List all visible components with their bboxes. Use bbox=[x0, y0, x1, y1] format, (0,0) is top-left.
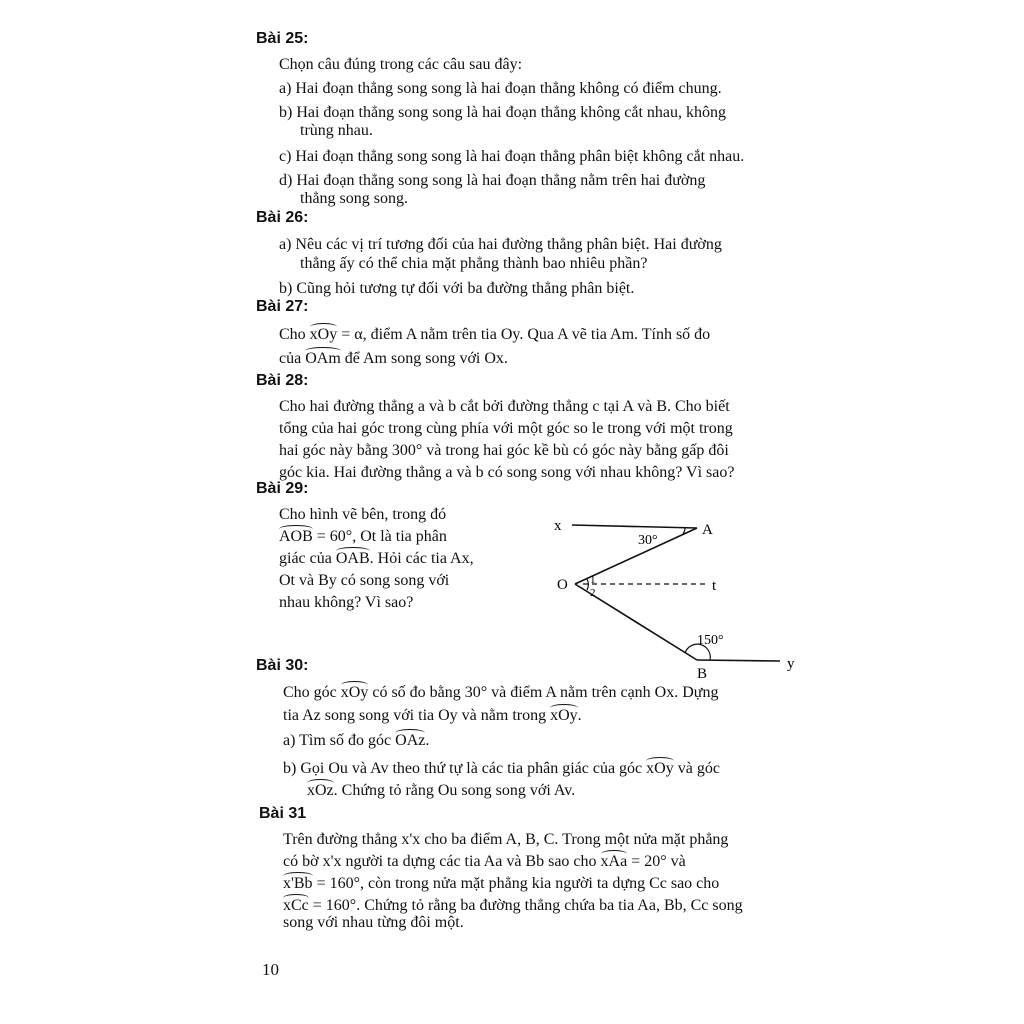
exercise-29-line3: giác của OAB. Hỏi các tia Ax, bbox=[279, 550, 474, 567]
ray-By bbox=[697, 660, 780, 661]
exercise-25-heading: Bài 25: bbox=[256, 30, 309, 47]
exercise-31-line4: xCc = 160°. Chứng tỏ rằng ba đường thẳng chứa ba tia Aa, Bb, Cc song bbox=[283, 897, 743, 914]
exercise-25-option-b-line2: trùng nhau. bbox=[300, 122, 373, 139]
exercise-28-line4: góc kia. Hai đường thẳng a và b có song song với nhau không? Vì sao? bbox=[279, 464, 735, 481]
angle-OAz: OAz bbox=[395, 732, 426, 749]
exercise-25-option-a: a) Hai đoạn thẳng song song là hai đoạn thẳng không có điểm chung. bbox=[279, 80, 722, 97]
angle-xAa: xAa bbox=[600, 853, 628, 870]
exercise-31-heading: Bài 31 bbox=[259, 805, 307, 822]
label-angle-2: 2 bbox=[590, 587, 596, 599]
label-angle-150: 150° bbox=[697, 633, 724, 648]
angle-xOz: xOz bbox=[307, 782, 334, 799]
label-O: O bbox=[557, 577, 568, 593]
exercise-31-line5: song với nhau từng đôi một. bbox=[283, 914, 464, 931]
angle-xOy: xOy bbox=[340, 684, 369, 701]
label-B: B bbox=[697, 666, 708, 682]
angle-AOB: AOB bbox=[279, 528, 313, 545]
exercise-25-option-b-line1: b) Hai đoạn thẳng song song là hai đoạn thẳng không cắt nhau, không bbox=[279, 104, 727, 121]
exercise-30-line2: tia Az song song với tia Oy và nằm trong xOy. bbox=[283, 707, 582, 724]
exercise-26-heading: Bài 26: bbox=[256, 209, 309, 226]
exercise-31-line3: x'Bb = 160°, còn trong nửa mặt phẳng kia người ta dựng Cc sao cho bbox=[283, 875, 720, 892]
label-x: x bbox=[554, 518, 562, 534]
angle-xOy: xOy bbox=[646, 760, 674, 777]
exercise-31-line1: Trên đường thẳng x'x cho ba điểm A, B, C. Trong một nửa mặt phẳng bbox=[283, 831, 729, 848]
label-y: y bbox=[787, 656, 795, 672]
exercise-30-line1: Cho góc xOy có số đo bằng 30° và điểm A nằm trên cạnh Ox. Dựng bbox=[283, 684, 719, 701]
exercise-27-line2: của OAm để Am song song với Ox. bbox=[279, 350, 508, 367]
label-angle-30: 30° bbox=[638, 533, 658, 548]
exercise-30-part-b-line2: xOz. Chứng tỏ rằng Ou song song với Av. bbox=[307, 782, 576, 799]
label-angle-1: 1 bbox=[590, 574, 596, 586]
exercise-29-line4: Ot và By có song song với bbox=[279, 572, 450, 589]
exercise-26-part-a-line1: a) Nêu các vị trí tương đối của hai đường thẳng phân biệt. Hai đường bbox=[279, 236, 722, 253]
exercise-26-part-b: b) Cũng hỏi tương tự đối với ba đường thẳng phân biệt. bbox=[279, 280, 635, 297]
exercise-28-heading: Bài 28: bbox=[256, 372, 309, 389]
angle-xOy: xOy bbox=[550, 707, 578, 724]
angle-xOy: xOy bbox=[309, 326, 338, 343]
exercise-28-line3: hai góc này bằng 300° và trong hai góc kề bù có góc này bằng gấp đôi bbox=[279, 442, 729, 459]
exercise-26-part-a-line2: thẳng ấy có thể chia mặt phẳng thành bao nhiêu phần? bbox=[300, 255, 648, 272]
exercise-28-line2: tổng của hai góc trong cùng phía với một góc so le trong với một trong bbox=[279, 420, 733, 437]
exercise-31-line2: có bờ x'x người ta dựng các tia Aa và Bb sao cho xAa = 20° và bbox=[283, 853, 686, 870]
angle-xCc: xCc bbox=[283, 897, 309, 914]
exercise-29-line5: nhau không? Vì sao? bbox=[279, 594, 414, 611]
exercise-29-figure bbox=[545, 508, 825, 683]
exercise-27-line1: Cho xOy = α, điểm A nằm trên tia Oy. Qua A vẽ tia Am. Tính số đo bbox=[279, 326, 711, 343]
ray-Ax bbox=[572, 525, 697, 528]
label-A: A bbox=[702, 522, 713, 538]
angle-OAB: OAB bbox=[335, 550, 370, 567]
exercise-25-option-c: c) Hai đoạn thẳng song song là hai đoạn thẳng phân biệt không cắt nhau. bbox=[279, 148, 745, 165]
exercise-29-line2: AOB = 60°, Ot là tia phân bbox=[279, 528, 447, 545]
exercise-25-option-d-line1: d) Hai đoạn thẳng song song là hai đoạn thẳng nằm trên hai đường bbox=[279, 172, 706, 189]
exercise-30-part-a: a) Tìm số đo góc OAz. bbox=[283, 732, 430, 749]
exercise-30-part-b-line1: b) Gọi Ou và Av theo thứ tự là các tia phân giác của góc xOy và góc bbox=[283, 760, 720, 777]
exercise-28-line1: Cho hai đường thẳng a và b cắt bởi đường thẳng c tại A và B. Cho biết bbox=[279, 398, 730, 415]
angle-OAm: OAm bbox=[305, 350, 341, 367]
angle-x-prime-Bb: x'Bb bbox=[283, 875, 313, 892]
label-t: t bbox=[712, 578, 717, 594]
exercise-30-heading: Bài 30: bbox=[256, 657, 309, 674]
page-number: 10 bbox=[262, 960, 279, 979]
exercise-27-heading: Bài 27: bbox=[256, 298, 309, 315]
exercise-25-option-d-line2: thẳng song song. bbox=[300, 190, 408, 207]
exercise-25-intro: Chọn câu đúng trong các câu sau đây: bbox=[279, 56, 523, 73]
exercise-29-line1: Cho hình vẽ bên, trong đó bbox=[279, 506, 447, 523]
exercise-29-heading: Bài 29: bbox=[256, 480, 309, 497]
